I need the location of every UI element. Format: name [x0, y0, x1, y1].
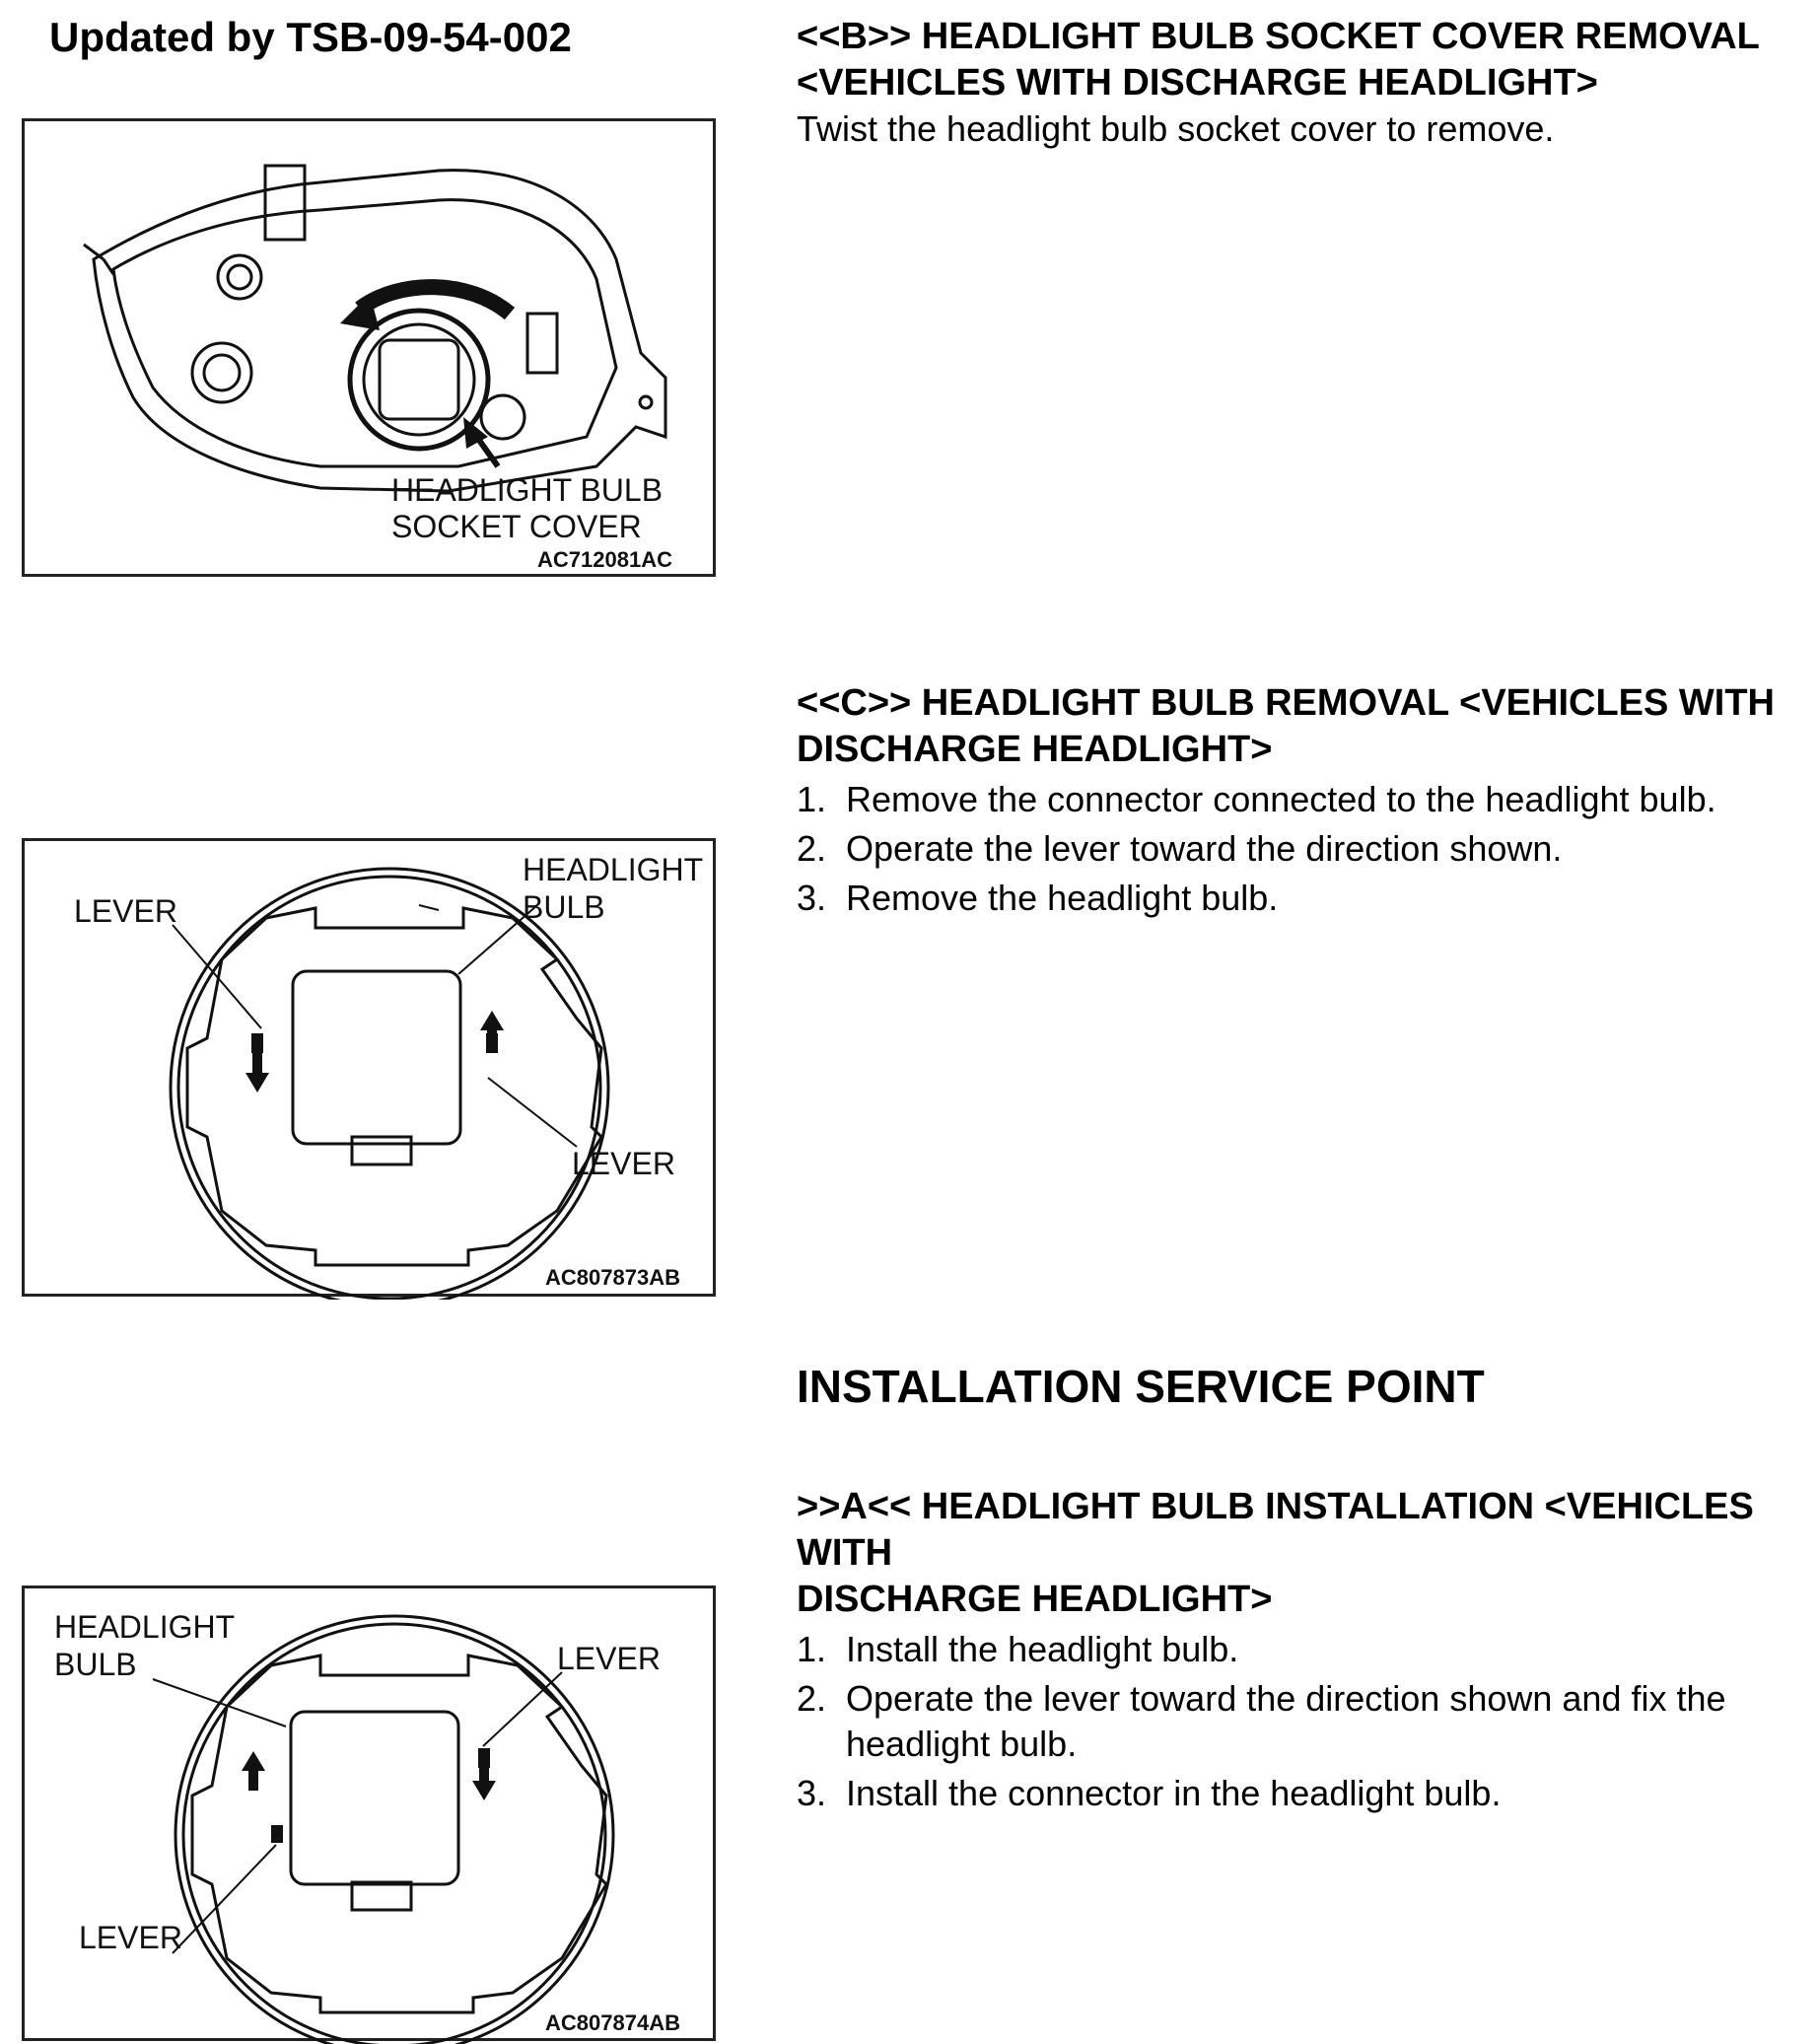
page-title: INSTALLATION SERVICE POINT	[797, 1361, 1485, 1412]
removal-steps	[797, 777, 1802, 921]
instruction-text: Twist the headlight bulb socket cover to remove.	[797, 108, 1555, 149]
figure-bulb-removal	[22, 838, 716, 1297]
section-bulb-installation	[797, 1484, 1802, 1820]
section-heading: <<C>> HEADLIGHT BULB REMOVAL <VEHICLES WITH	[797, 682, 1775, 724]
label-headlight: HEADLIGHT	[54, 1609, 236, 1645]
installation-steps	[797, 1627, 1802, 1816]
list-item: 3. Install the connector in the headlight bulb.	[797, 1773, 1502, 1813]
label-lever-left: LEVER	[79, 1920, 182, 1955]
label-bulb: BULB	[523, 889, 605, 925]
figure-code: AC807874AB	[545, 2010, 680, 2035]
list-item: 1. Install the headlight bulb.	[797, 1629, 1239, 1669]
list-item: 2. Operate the lever toward the direction shown.	[797, 828, 1563, 869]
label-headlight-bulb: HEADLIGHT BULB	[391, 472, 664, 508]
list-item: 3. Remove the headlight bulb.	[797, 878, 1279, 918]
label-bulb: BULB	[54, 1647, 137, 1682]
updated-by-note: Updated by TSB-09-54-002	[49, 14, 572, 60]
figure-bulb-installation	[22, 1586, 716, 2041]
installation-title	[797, 1361, 1802, 1412]
section-heading: <VEHICLES WITH DISCHARGE HEADLIGHT>	[797, 62, 1598, 104]
section-bulb-removal	[797, 680, 1802, 925]
list-item: 2. Operate the lever toward the direction shown and fix the headlight bulb.	[797, 1678, 1726, 1764]
label-lever-right: LEVER	[557, 1641, 661, 1676]
figure-socket-cover	[22, 118, 716, 577]
section-heading: >>A<< HEADLIGHT BULB INSTALLATION <VEHICLES WITH	[797, 1486, 1754, 1574]
label-lever-right: LEVER	[572, 1146, 675, 1181]
figure-code: AC712081AC	[537, 547, 672, 572]
section-heading: DISCHARGE HEADLIGHT>	[797, 729, 1273, 770]
label-lever-left: LEVER	[74, 893, 177, 929]
label-headlight: HEADLIGHT	[523, 852, 704, 887]
figure-code: AC807873AB	[545, 1265, 680, 1290]
section-heading: DISCHARGE HEADLIGHT>	[797, 1579, 1273, 1620]
section-socket-cover-removal	[797, 14, 1802, 152]
label-socket-cover: SOCKET COVER	[391, 509, 642, 544]
section-heading: <<B>> HEADLIGHT BULB SOCKET COVER REMOVAL	[797, 16, 1760, 57]
list-item: 1. Remove the connector connected to the headlight bulb.	[797, 779, 1716, 819]
